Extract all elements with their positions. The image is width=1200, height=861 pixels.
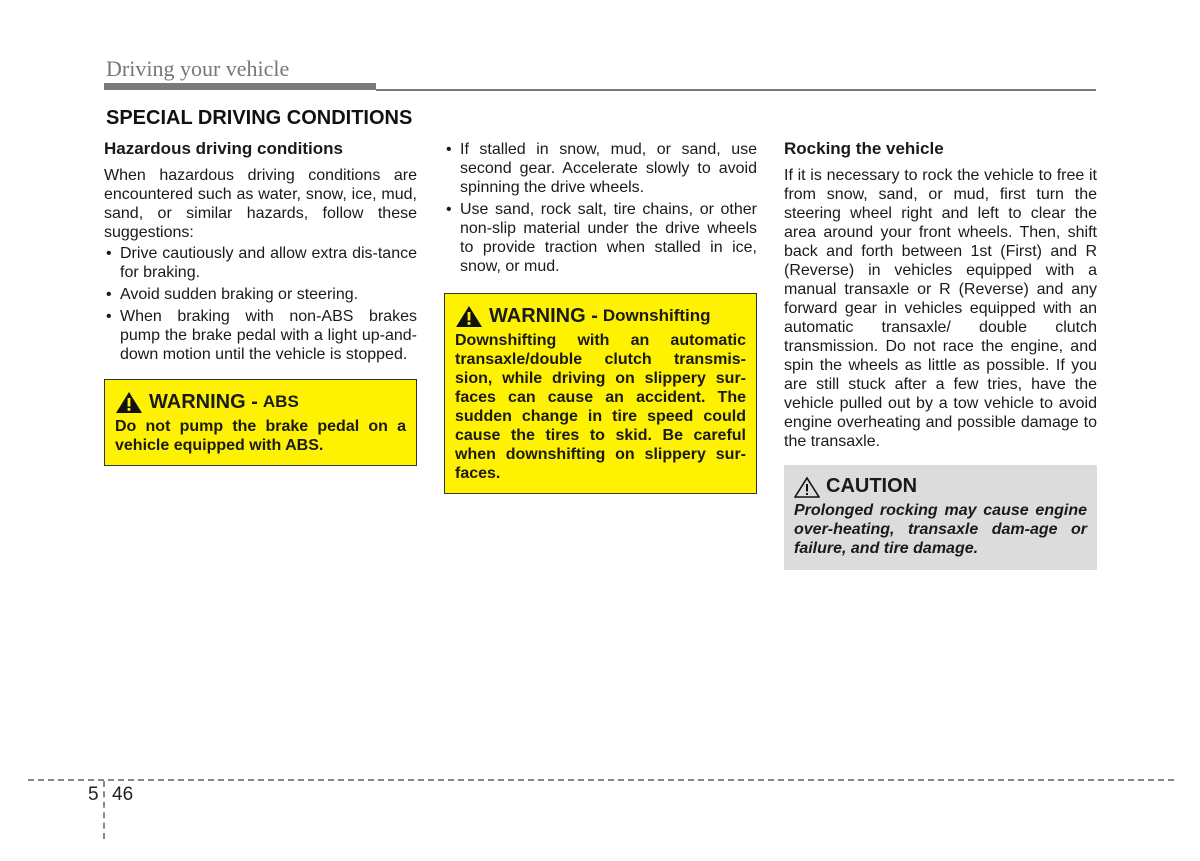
warning-triangle-icon bbox=[115, 390, 143, 414]
list-item: • If stalled in snow, mud, or sand, use second gear. Accelerate slowly to avoid spinning the drive wheels. bbox=[444, 140, 757, 197]
caution-label: CAUTION bbox=[826, 475, 918, 497]
header-rule-thin bbox=[376, 89, 1096, 91]
warning-abs-title bbox=[115, 390, 406, 414]
rocking-text: If it is necessary to rock the vehicle to free it from snow, sand, or mud, first turn the steering wheel right and left to clear the area around your front wheels. Then, shift back and forth between 1st (First) and R (Reverse) in vehicles equipped with a manual transaxle or R (Reverse) and any forward gear in vehicles equipped with an automatic transaxle/ double clutch transmission. Do not race the engine, and spin the wheels as little as possible. If you are still stuck after a few tries, have the vehicle pulled out by a tow vehicle to avoid engine overheating and possible damage to the transaxle. bbox=[784, 167, 1097, 450]
column-middle bbox=[444, 138, 757, 494]
page-number: 46 bbox=[112, 784, 134, 805]
warning-label: WARNING - bbox=[149, 390, 258, 413]
warning-abs-box bbox=[104, 379, 417, 466]
warning-downshifting-text: Downshifting with an automatic transaxle/double clutch transmis-sion, while driving on slippery sur-faces can cause an accident. The sudden change in tire speed could cause the tires to skid. Be careful when downshifting on slippery sur-faces. bbox=[455, 332, 746, 482]
warning-downshifting-box bbox=[444, 293, 757, 494]
footer-rule bbox=[28, 779, 1174, 781]
footer-divider bbox=[103, 781, 105, 839]
warning-subject: Downshifting bbox=[602, 306, 711, 325]
rocking-heading: Rocking the vehicle bbox=[784, 139, 944, 158]
hazardous-bullet-list bbox=[104, 244, 417, 364]
column-right bbox=[784, 138, 1097, 570]
chapter-number: 5 bbox=[88, 784, 99, 805]
stalled-bullet-list bbox=[444, 140, 757, 276]
list-item: • Use sand, rock salt, tire chains, or other non-slip material under the drive wheels to provide traction when stalled in ice, snow, or mud. bbox=[444, 200, 757, 276]
list-item: • When braking with non-ABS brakes pump the brake pedal with a light up-and-down motion until the vehicle is stopped. bbox=[104, 307, 417, 364]
caution-title bbox=[794, 475, 1087, 498]
warning-subject: ABS bbox=[262, 392, 299, 411]
hazardous-heading: Hazardous driving conditions bbox=[104, 139, 343, 158]
list-item: • Avoid sudden braking or steering. bbox=[104, 285, 417, 304]
warning-label: WARNING - bbox=[489, 304, 598, 327]
warning-triangle-icon bbox=[455, 304, 483, 328]
caution-box bbox=[784, 465, 1097, 570]
caution-triangle-icon bbox=[794, 476, 820, 498]
column-left bbox=[104, 138, 417, 466]
hazardous-intro: When hazardous driving conditions are encountered such as water, snow, ice, mud, sand, or similar hazards, follow these suggestions: bbox=[104, 167, 417, 241]
section-title: SPECIAL DRIVING CONDITIONS bbox=[106, 107, 413, 129]
warning-abs-text: Do not pump the brake pedal on a vehicle equipped with ABS. bbox=[115, 418, 406, 454]
caution-text: Prolonged rocking may cause engine over-heating, transaxle dam-age or failure, and tire damage. bbox=[794, 502, 1087, 557]
warning-downshifting-title bbox=[455, 304, 746, 328]
header-rule-thick bbox=[104, 83, 376, 90]
list-item: • Drive cautiously and allow extra dis-tance for braking. bbox=[104, 244, 417, 282]
header-title: Driving your vehicle bbox=[106, 56, 290, 81]
